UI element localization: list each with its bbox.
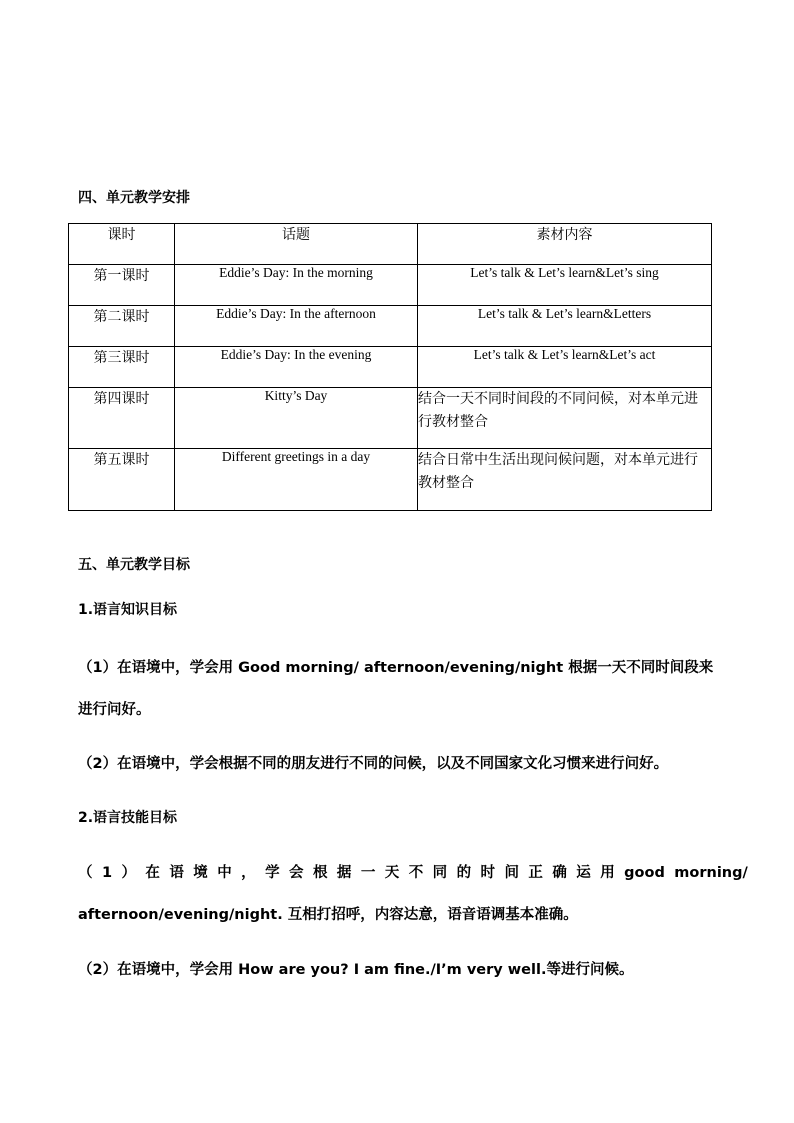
skills-item-1-line-2: afternoon/evening/night. 互相打招呼，内容达意，语音语调基本准确。	[78, 907, 578, 923]
lesson-cell: 第五课时	[69, 449, 175, 511]
justified-token: 确	[552, 865, 567, 881]
table-header-row	[69, 224, 712, 265]
table-row	[69, 388, 712, 449]
justified-token: 根	[312, 865, 328, 881]
subheading-knowledge-objectives: 1.语言知识目标	[78, 602, 178, 618]
justified-token: good	[624, 865, 665, 881]
justified-token: morning/	[674, 865, 748, 881]
table-row	[69, 306, 712, 347]
justified-token: 天	[384, 865, 400, 881]
justified-token: 用	[600, 865, 615, 881]
justified-token: 会	[289, 865, 304, 881]
unit-teaching-plan-table	[68, 223, 712, 511]
justified-token: 语	[169, 865, 184, 881]
justified-token: 境	[193, 865, 208, 881]
topic-cell: Eddie’s Day: In the afternoon	[175, 306, 418, 347]
materials-cell: Let’s talk & Let’s learn&Let’s act	[418, 347, 712, 388]
justified-token: 据	[336, 865, 352, 881]
knowledge-item-1-line-1: （1）在语境中，学会用 Good morning/ afternoon/evening/night 根据一天不同时间段来	[78, 660, 714, 676]
justified-text-line	[78, 863, 748, 883]
table-row	[69, 449, 712, 511]
table-row	[69, 265, 712, 306]
justified-token: 在	[145, 865, 160, 881]
justified-token: （	[78, 865, 93, 881]
lesson-cell: 第一课时	[69, 265, 175, 306]
justified-token: ，	[241, 865, 256, 881]
knowledge-item-1-line-2: 进行问好。	[78, 702, 151, 718]
justified-token: 的	[456, 865, 472, 881]
topic-cell: Kitty’s Day	[175, 388, 418, 449]
justified-token: 同	[432, 865, 448, 881]
knowledge-item-2: （2）在语境中，学会根据不同的朋友进行不同的问候，以及不同国家文化习惯来进行问好。	[78, 756, 669, 772]
header-lesson: 课时	[69, 224, 175, 265]
justified-token: 运	[576, 865, 591, 881]
justified-token: 1	[101, 865, 113, 881]
table-row	[69, 347, 712, 388]
justified-token: 学	[265, 865, 280, 881]
materials-cell: Let’s talk & Let’s learn&Letters	[418, 306, 712, 347]
materials-cell: Let’s talk & Let’s learn&Let’s sing	[418, 265, 712, 306]
subheading-skill-objectives: 2.语言技能目标	[78, 810, 178, 826]
header-topic: 话题	[175, 224, 418, 265]
justified-token: 时	[480, 865, 496, 881]
section-heading-teaching-arrangement: 四、单元教学安排	[78, 190, 190, 206]
justified-token: 正	[528, 865, 543, 881]
lesson-cell: 第三课时	[69, 347, 175, 388]
topic-cell: Eddie’s Day: In the evening	[175, 347, 418, 388]
materials-cell: 结合一天不同时间段的不同问候，对本单元进行教材整合	[418, 388, 712, 449]
materials-cell: 结合日常中生活出现问候问题，对本单元进行教材整合	[418, 449, 712, 511]
skills-item-1-line-1	[78, 863, 748, 883]
justified-token: ）	[121, 865, 136, 881]
header-materials: 素材内容	[418, 224, 712, 265]
lesson-cell: 第二课时	[69, 306, 175, 347]
justified-token: 一	[360, 865, 376, 881]
topic-cell: Different greetings in a day	[175, 449, 418, 511]
lesson-cell: 第四课时	[69, 388, 175, 449]
skills-item-2: （2）在语境中，学会用 How are you? I am fine./I’m very well.等进行问候。	[78, 962, 634, 978]
section-heading-teaching-objectives: 五、单元教学目标	[78, 557, 190, 573]
topic-cell: Eddie’s Day: In the morning	[175, 265, 418, 306]
justified-token: 中	[217, 865, 232, 881]
justified-token: 不	[408, 865, 424, 881]
justified-token: 间	[504, 865, 519, 881]
